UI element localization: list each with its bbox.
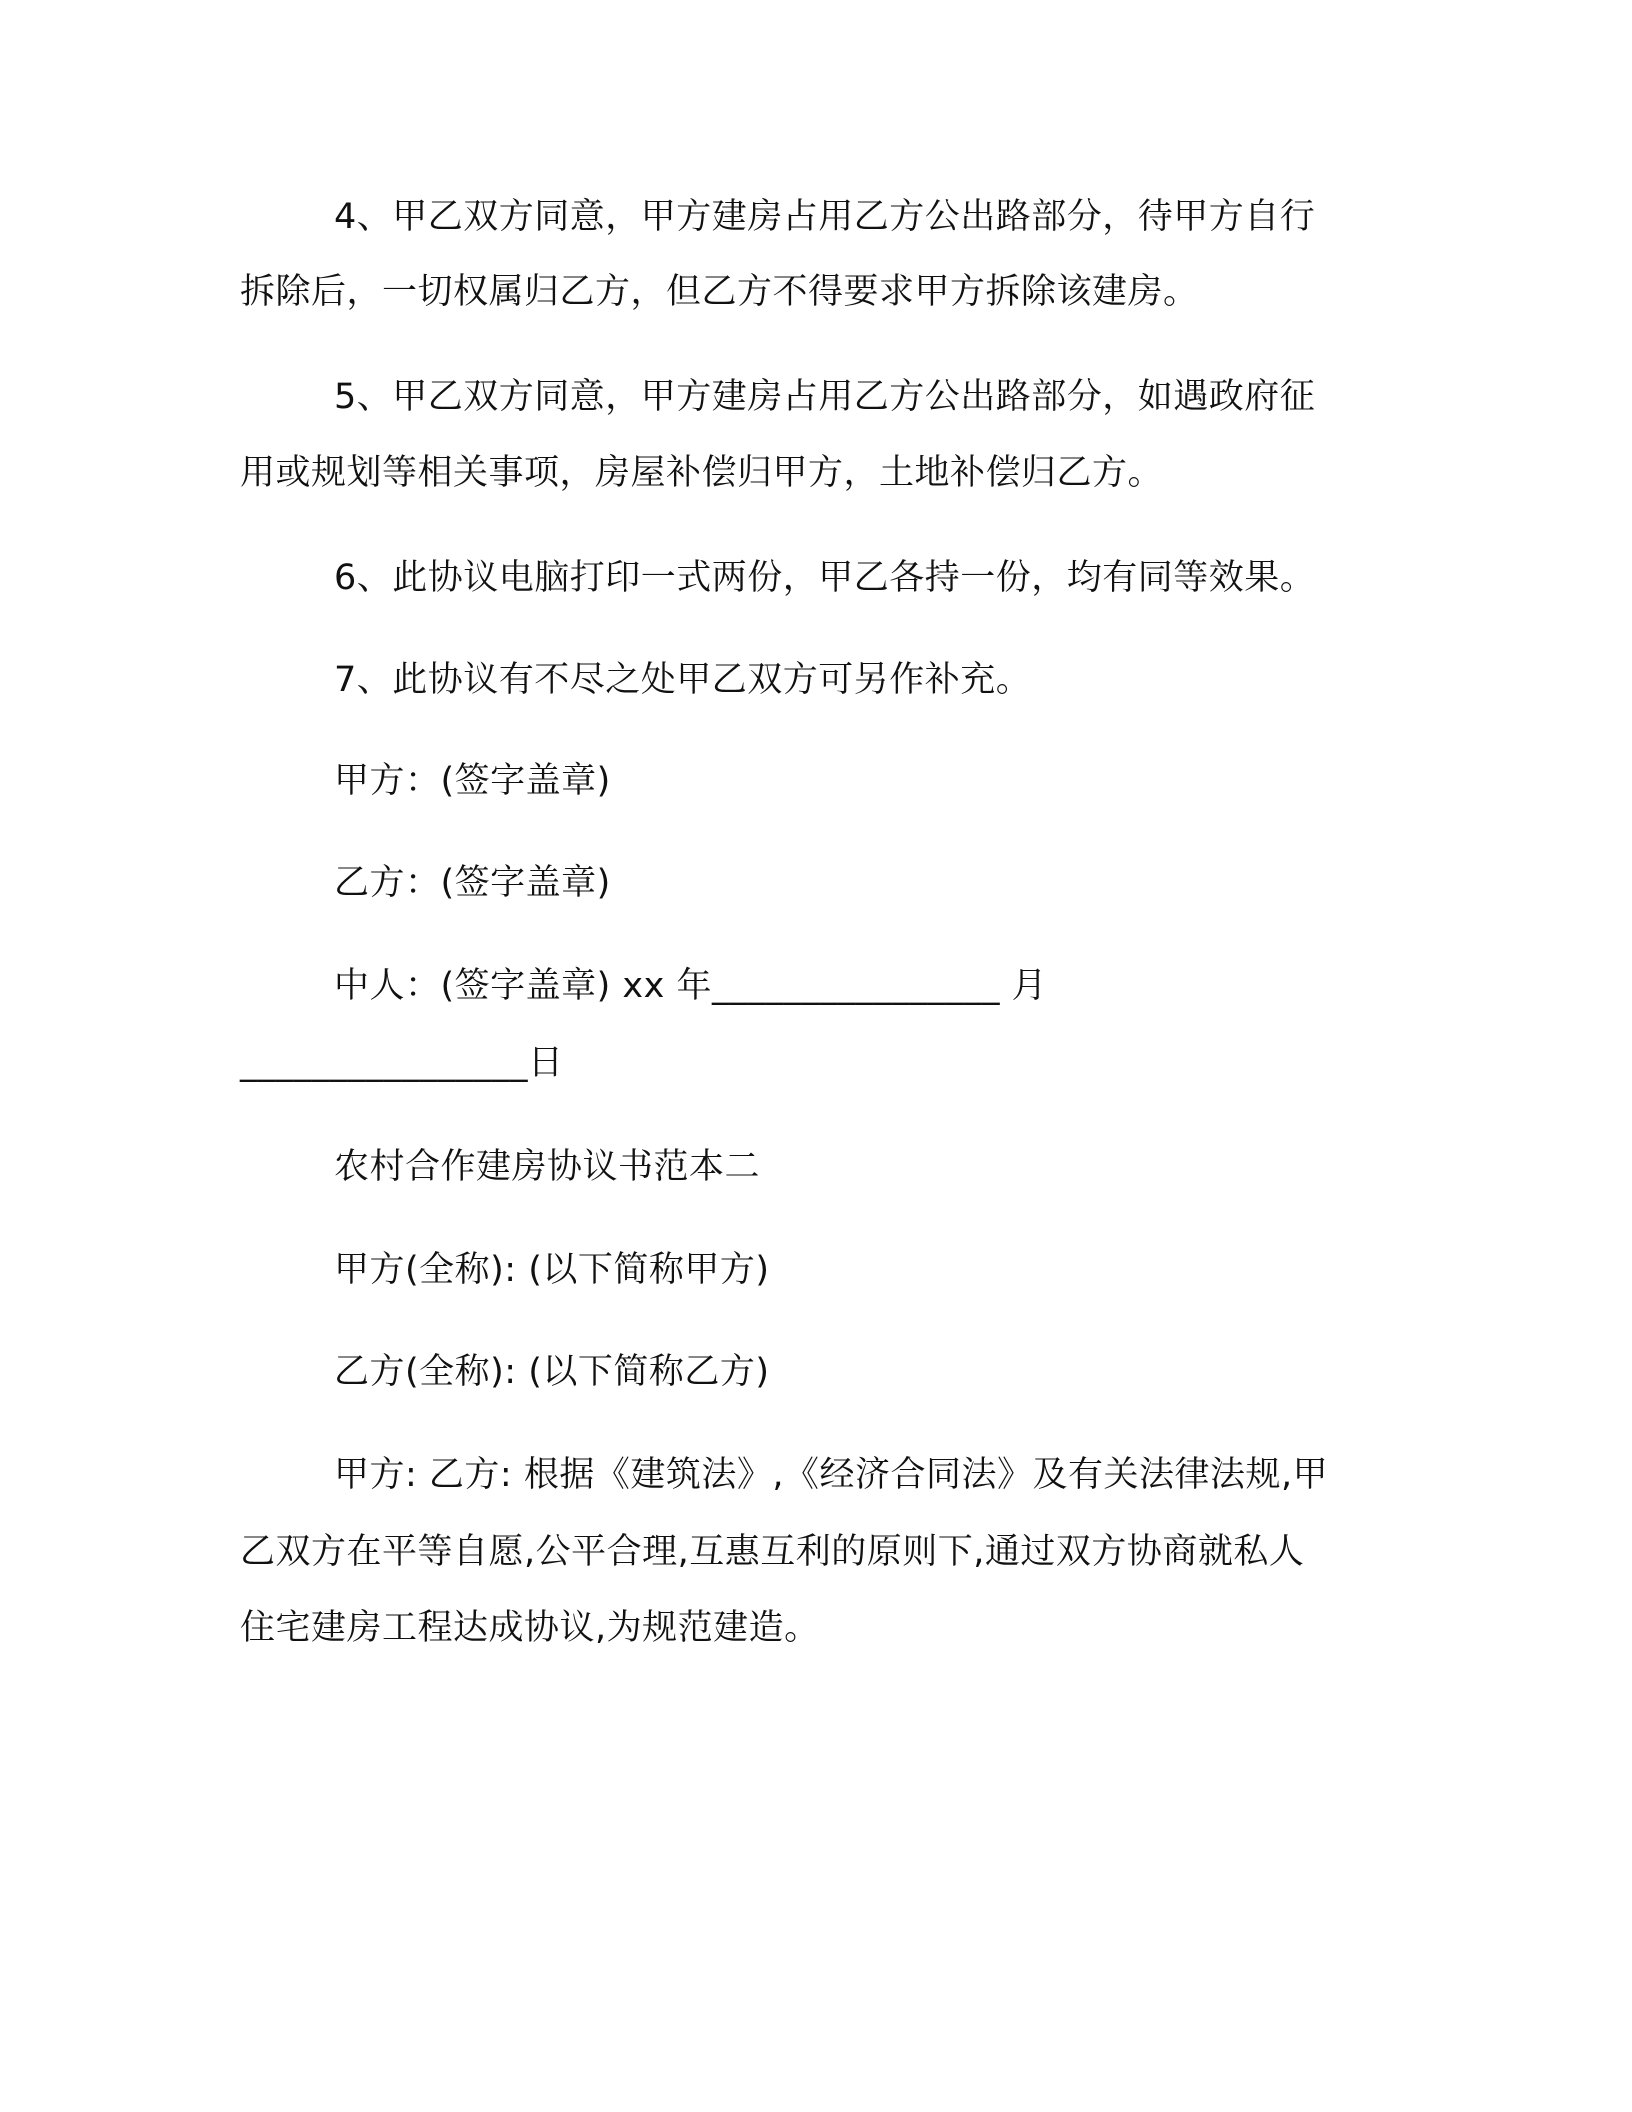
paragraph-item-4-line-2: 拆除后，一切权属归乙方，但乙方不得要求甲方拆除该建房。 — [240, 272, 1199, 312]
paragraph-item-4-line-1: 4、甲乙双方同意，甲方建房占用乙方公出路部分，待甲方自行 — [334, 197, 1316, 237]
party-b-signature-line: 乙方：(签字盖章) — [334, 863, 611, 903]
preamble-line-2: 乙双方在平等自愿,公平合理,互惠互利的原则下,通过双方协商就私人 — [240, 1532, 1305, 1572]
paragraph-item-5-line-2: 用或规划等相关事项，房屋补偿归甲方，土地补偿归乙方。 — [240, 453, 1164, 493]
party-a-signature-line: 甲方：(签字盖章) — [334, 761, 611, 801]
paragraph-item-6: 6、此协议电脑打印一式两份，甲乙各持一份，均有同等效果。 — [334, 558, 1316, 598]
preamble-line-3: 住宅建房工程达成协议,为规范建造。 — [240, 1608, 820, 1648]
date-day-line: ________________日 — [240, 1043, 564, 1083]
party-b-full-name-line: 乙方(全称): (以下简称乙方) — [334, 1352, 770, 1392]
paragraph-item-7: 7、此协议有不尽之处甲乙双方可另作补充。 — [334, 660, 1032, 700]
party-a-full-name-line: 甲方(全称): (以下简称甲方) — [334, 1250, 770, 1290]
middleman-signature-line: 中人：(签字盖章) xx 年________________ 月 — [334, 966, 1048, 1006]
preamble-line-1: 甲方: 乙方: 根据《建筑法》,《经济合同法》及有关法律法规,甲 — [334, 1455, 1329, 1495]
paragraph-item-5-line-1: 5、甲乙双方同意，甲方建房占用乙方公出路部分，如遇政府征 — [334, 377, 1316, 417]
template-two-title: 农村合作建房协议书范本二 — [334, 1147, 761, 1187]
